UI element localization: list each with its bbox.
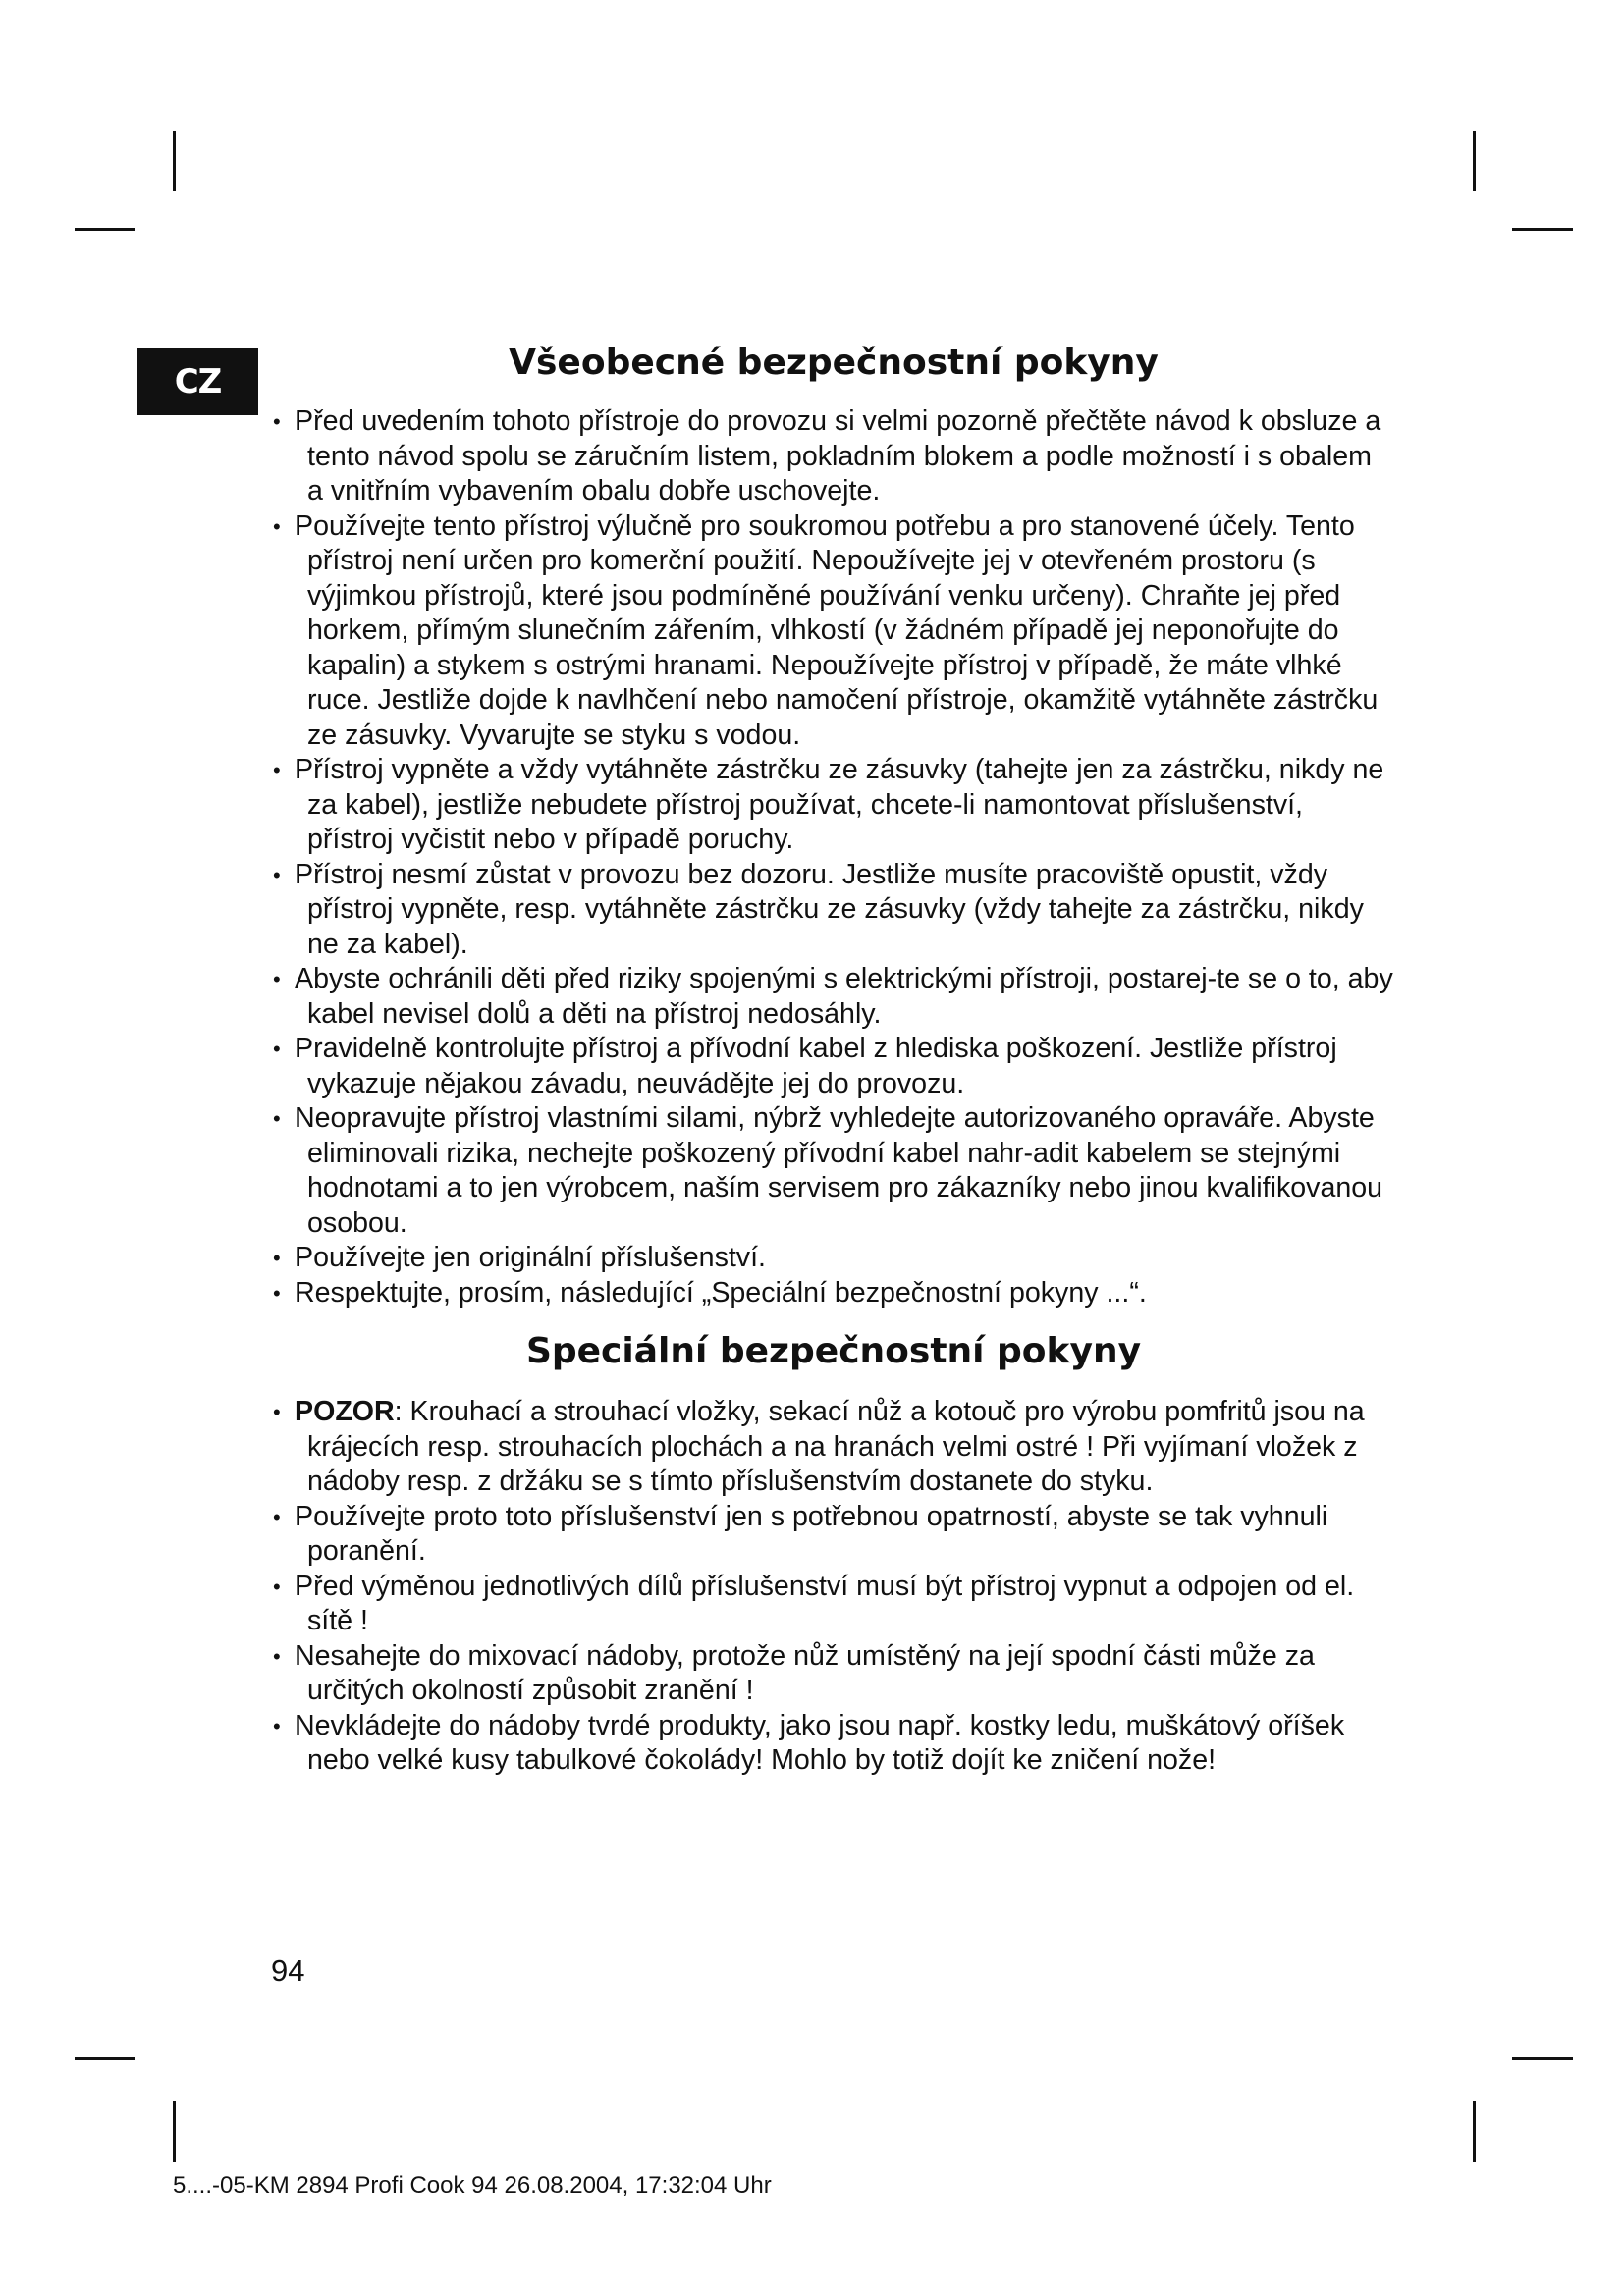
list-item: • Přístroj vypněte a vždy vytáhněte zástrčku ze zásuvky (tahejte jen za zástrčku, nikdy ne za kabel), jestliže nebudete přístroj používat, chcete-li namontovat příslušenství, přístroj vyčistit nebo v případě poruchy. <box>273 753 1394 858</box>
list-item: • Abyste ochránili děti před riziky spojenými s elektrickými přístroji, postarej-te se o to, aby kabel nevisel dolů a děti na přístroj nedosáhly. <box>273 962 1394 1032</box>
list-item: • Používejte proto toto příslušenství jen s potřebnou opatrností, abyste se tak vyhnuli poranění. <box>273 1500 1394 1570</box>
section-title-special-safety: Speciální bezpečnostní pokyny <box>525 1331 1142 1371</box>
language-tab: CZ <box>137 348 258 415</box>
crop-mark-top-right-vertical <box>1473 131 1476 191</box>
crop-mark-bottom-left-horizontal <box>75 2057 135 2060</box>
list-item: • Před výměnou jednotlivých dílů příslušenství musí být přístroj vypnut a odpojen od el. sítě ! <box>273 1570 1394 1639</box>
general-safety-list <box>273 404 1394 1310</box>
crop-mark-top-left-horizontal <box>75 228 135 231</box>
crop-mark-bottom-right-vertical <box>1473 2101 1476 2162</box>
list-item: • Používejte jen originální příslušenství. <box>273 1241 1394 1276</box>
list-item-warning <box>273 1395 1394 1500</box>
crop-mark-top-right-horizontal <box>1512 228 1573 231</box>
list-item: • Neopravujte přístroj vlastními silami, nýbrž vyhledejte autorizovaného opraváře. Abyste eliminovali rizika, nechejte poškozený přívodní kabel nahr-adit kabelem se stejnými hodnotami a to jen výrobcem, naším servisem pro zákazníky nebo jinou kvalifikovanou osobou. <box>273 1101 1394 1241</box>
list-item: • Nevkládejte do nádoby tvrdé produkty, jako jsou např. kostky ledu, muškátový oříšek nebo velké kusy tabulkové čokolády! Mohlo by totiž dojít ke zničení nože! <box>273 1709 1394 1779</box>
list-item: • Přístroj nesmí zůstat v provozu bez dozoru. Jestliže musíte pracoviště opustit, vždy přístroj vypněte, resp. vytáhněte zástrčku ze zásuvky (vždy tahejte za zástrčku, nikdy ne za kabel). <box>273 858 1394 963</box>
list-item: • Respektujte, prosím, následující „Speciální bezpečnostní pokyny ...“. <box>273 1276 1394 1311</box>
crop-mark-bottom-right-horizontal <box>1512 2057 1573 2060</box>
list-item: • Nesahejte do mixovací nádoby, protože nůž umístěný na její spodní části může za určitých okolností způsobit zranění ! <box>273 1639 1394 1709</box>
list-item: • Pravidelně kontrolujte přístroj a přívodní kabel z hlediska poškození. Jestliže přístroj vykazuje nějakou závadu, neuvádějte jej do provozu. <box>273 1032 1394 1101</box>
warning-label: POZOR <box>295 1396 395 1427</box>
print-footer: 5....-05-KM 2894 Profi Cook 94 26.08.2004, 17:32:04 Uhr <box>173 2172 772 2199</box>
warning-text: : Krouhací a strouhací vložky, sekací nůž a kotouč pro výrobu pomfritů jsou na krájecích resp. strouhacích plochách a na hranách velmi ostré ! Při vyjímaní vložek z nádoby resp. z držáku se s tímto příslušenstvím dostanete do styku. <box>307 1396 1365 1497</box>
special-safety-list <box>273 1395 1394 1779</box>
crop-mark-bottom-left-vertical <box>173 2101 176 2162</box>
section-title-general-safety: Všeobecné bezpečnostní pokyny <box>509 343 1159 383</box>
crop-mark-top-left-vertical <box>173 131 176 191</box>
list-item: • Používejte tento přístroj výlučně pro soukromou potřebu a pro stanovené účely. Tento přístroj není určen pro komerční použití. Nepoužívejte jej v otevřeném prostoru (s výjimkou přístrojů, které jsou podmíněné používání venku určeny). Chraňte jej před horkem, přímým slunečním zářením, vlhkostí (v žádném případě jej neponořujte do kapalin) a stykem s ostrými hranami. Nepoužívejte přístroj v případě, že máte vlhké ruce. Jestliže dojde k navlhčení nebo namočení přístroje, okamžitě vytáhněte zástrčku ze zásuvky. Vyvarujte se styku s vodou. <box>273 509 1394 754</box>
list-item: • Před uvedením tohoto přístroje do provozu si velmi pozorně přečtěte návod k obsluze a tento návod spolu se záručním listem, pokladním blokem a podle možností i s obalem a vnitřním vybavením obalu dobře uschovejte. <box>273 404 1394 509</box>
page-content <box>273 334 1394 1779</box>
page-number: 94 <box>271 1953 305 1988</box>
